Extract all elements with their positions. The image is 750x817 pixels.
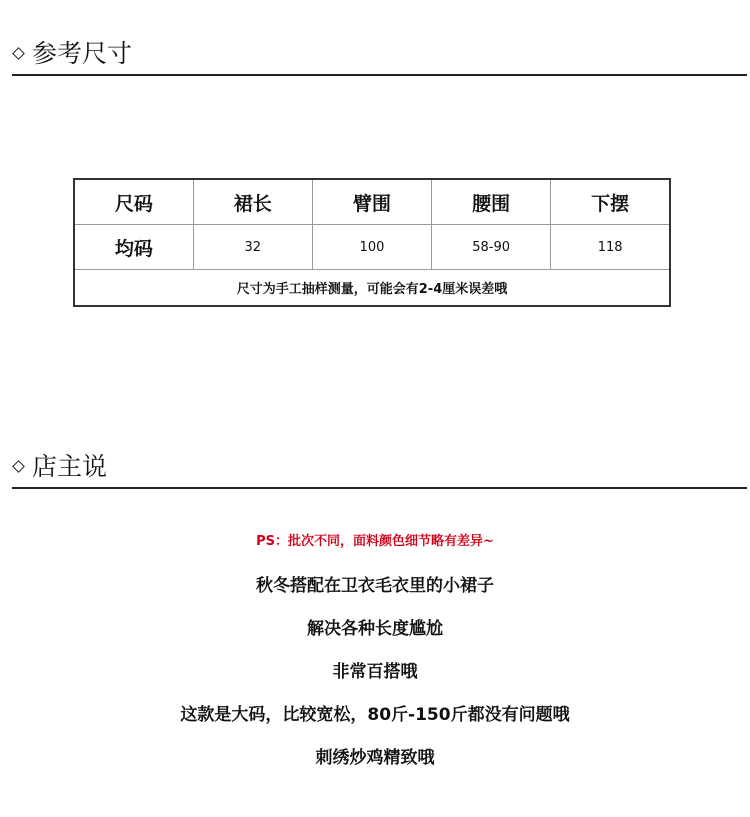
shop-notes (0, 527, 750, 780)
table-note-row (74, 270, 670, 307)
section-title: 参考尺寸 (32, 39, 133, 68)
table-note: 尺寸为手工抽样测量，可能会有2-4厘米误差哦 (74, 270, 670, 307)
table-header-row (74, 179, 670, 225)
diamond-icon (12, 47, 25, 60)
table-row-label: 均码 (74, 225, 193, 270)
note-line: 这款是大码，比较宽松，80斤-150斤都没有问题哦 (180, 705, 570, 725)
diamond-icon (12, 460, 25, 473)
table-header-cell: 腰围 (432, 179, 551, 225)
section-header-shop (12, 453, 747, 489)
section-title: 店主说 (32, 452, 108, 481)
note-line: 非常百搭哦 (332, 662, 418, 682)
size-table (73, 178, 671, 307)
table-cell: 32 (193, 225, 312, 270)
table-cell: 118 (551, 225, 670, 270)
ps-note: PS：批次不同，面料颜色细节略有差异~ (256, 534, 494, 549)
table-header-cell: 下摆 (551, 179, 670, 225)
table-header-cell: 臂围 (312, 179, 431, 225)
table-row (74, 225, 670, 270)
table-header-cell: 裙长 (193, 179, 312, 225)
note-line: 解决各种长度尴尬 (307, 619, 443, 639)
section-header-size (12, 40, 747, 76)
note-line: 刺绣炒鸡精致哦 (315, 748, 435, 768)
table-cell: 58-90 (432, 225, 551, 270)
table-cell: 100 (312, 225, 431, 270)
table-header-cell: 尺码 (74, 179, 193, 225)
note-line: 秋冬搭配在卫衣毛衣里的小裙子 (256, 576, 494, 596)
